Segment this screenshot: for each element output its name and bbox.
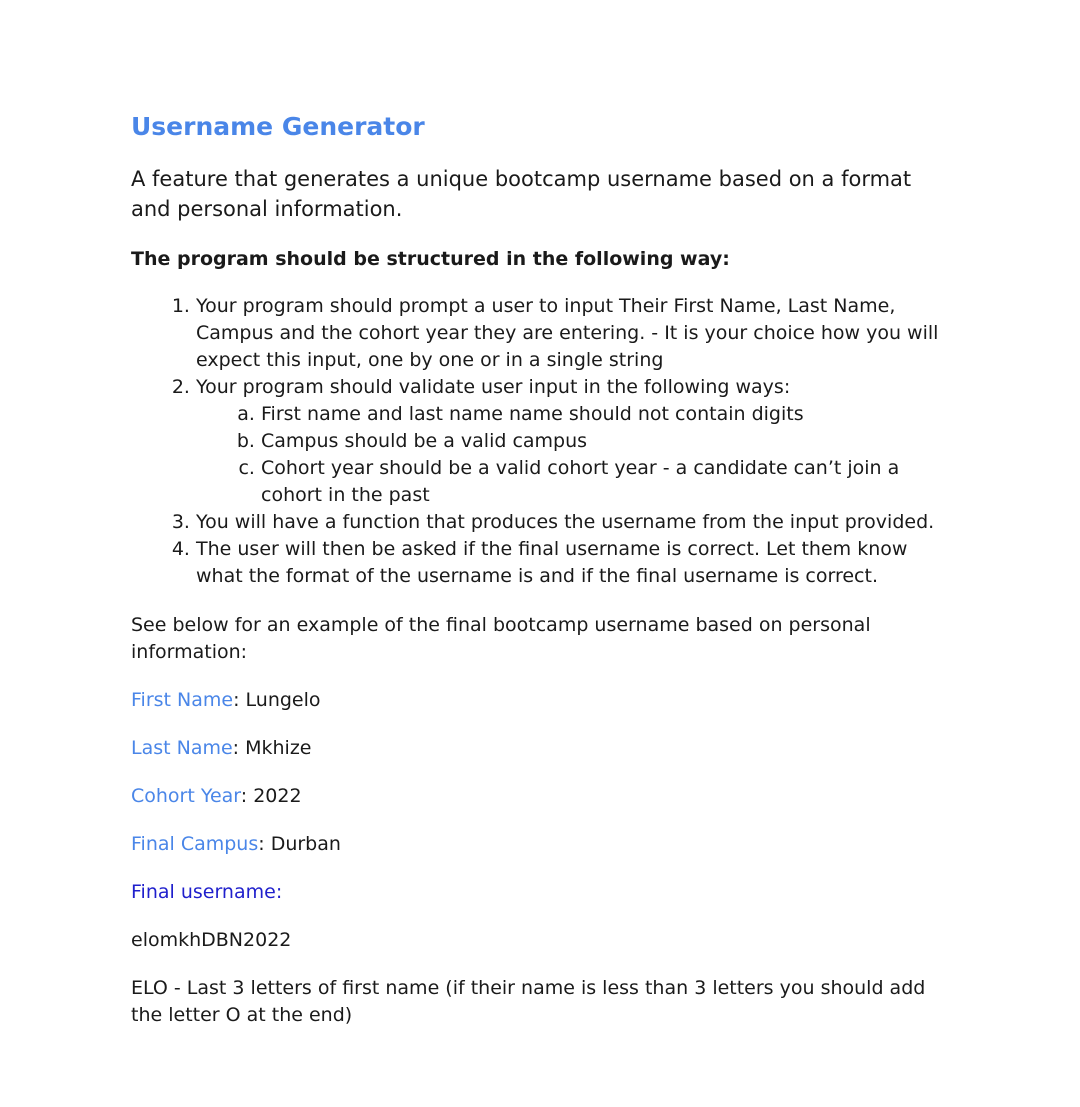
final-username-label: Final username: <box>131 881 283 903</box>
field-value: : Durban <box>258 833 341 855</box>
field-label: Last Name <box>131 737 233 759</box>
field-value: : 2022 <box>240 785 302 807</box>
list-item <box>196 293 951 374</box>
final-username-value: elomkhDBN2022 <box>131 929 292 951</box>
intro-paragraph: A feature that generates a unique bootcamp username based on a format and personal information. <box>131 167 912 221</box>
list-item <box>196 536 951 590</box>
example-field-cohort-year <box>131 783 951 810</box>
step-text: You will have a function that produces the username from the input provided. <box>196 511 935 533</box>
substep-text: Cohort year should be a valid cohort year - a candidate can’t join a cohort in the past <box>261 457 900 506</box>
field-label: Final Campus <box>131 833 259 855</box>
sublist-item <box>261 455 951 509</box>
step-text: The user will then be asked if the final username is correct. Let them know what the format of the username is and if the final username is correct. <box>196 538 908 587</box>
sublist-item <box>261 428 951 455</box>
example-field-last-name <box>131 735 951 762</box>
substep-text: First name and last name name should not contain digits <box>261 403 804 425</box>
structure-heading: The program should be structured in the following way: <box>131 248 730 270</box>
field-value: : Lungelo <box>233 689 321 711</box>
document-page <box>131 110 951 1029</box>
step-text: Your program should prompt a user to input Their First Name, Last Name, Campus and the cohort year they are entering. - It is your choice how you will expect this input, one by one or in a single string <box>196 295 939 371</box>
list-item <box>196 374 951 509</box>
example-field-first-name <box>131 687 951 714</box>
format-explanation: ELO - Last 3 letters of first name (if their name is less than 3 letters you should add the letter O at the end) <box>131 977 926 1026</box>
validation-sublist <box>196 401 951 509</box>
field-value: : Mkhize <box>232 737 312 759</box>
example-intro: See below for an example of the final bootcamp username based on personal information: <box>131 614 871 663</box>
substep-text: Campus should be a valid campus <box>261 430 588 452</box>
field-label: Cohort Year <box>131 785 241 807</box>
list-item <box>196 509 951 536</box>
field-label: First Name <box>131 689 234 711</box>
example-field-final-campus <box>131 831 951 858</box>
sublist-item <box>261 401 951 428</box>
step-text: Your program should validate user input in the following ways: <box>196 376 791 398</box>
requirements-list <box>131 293 951 590</box>
page-title: Username Generator <box>131 112 425 141</box>
